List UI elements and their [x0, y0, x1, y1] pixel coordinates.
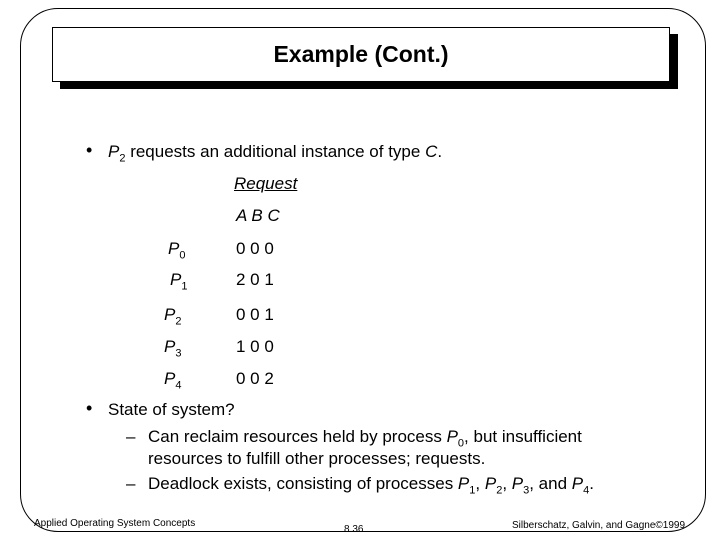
- resource-type: C: [425, 142, 438, 161]
- process-subscript: 2: [119, 152, 126, 165]
- sub-bullet-1-text: Can reclaim resources held by process $P_0$, but insufficient: [148, 427, 582, 450]
- sub-bullet-1-dash: –: [126, 427, 136, 446]
- sub-bullet-1-continuation: resources to fulfill other processes; requests.: [148, 449, 486, 468]
- bullet-1-text: [108, 142, 442, 164]
- footer-page-number: 8.36: [344, 524, 364, 535]
- table-row-values: 0 0 0: [236, 239, 274, 258]
- slide-title: Example (Cont.): [273, 41, 449, 67]
- table-row-values: 0 0 2: [236, 369, 274, 388]
- table-row-values: 2 0 1: [236, 270, 274, 289]
- table-row-label: $P_1$: [170, 270, 188, 293]
- sub-bullet-2-text: Deadlock exists, consisting of processes $P_1$, $P_2$, $P_3$, and $P_4$.: [148, 474, 594, 497]
- bullet-1-period: .: [437, 142, 443, 161]
- footer-left: Applied Operating System Concepts: [34, 518, 196, 529]
- bullet-2-text: State of system?: [108, 400, 235, 419]
- table-row-label: $P_4$: [164, 369, 182, 392]
- table-columns: A B C: [236, 206, 280, 225]
- table-header: Request: [234, 174, 298, 193]
- table-row-label: $P_0$: [168, 239, 186, 262]
- table-row-label: $P_2$: [164, 305, 182, 328]
- sub-bullet-2-dash: –: [126, 474, 136, 493]
- bullet-2-marker: •: [86, 398, 93, 418]
- bullet-1-body: requests an additional instance of type: [125, 142, 426, 161]
- process-label: P: [108, 142, 120, 161]
- table-row-values: 0 0 1: [236, 305, 274, 324]
- title-box: [52, 27, 670, 82]
- bullet-1-marker: •: [86, 140, 93, 160]
- table-row-label: $P_3$: [164, 337, 182, 360]
- footer-right: Silberschatz, Galvin, and Gagne©1999: [512, 520, 686, 531]
- table-row-values: 1 0 0: [236, 337, 274, 356]
